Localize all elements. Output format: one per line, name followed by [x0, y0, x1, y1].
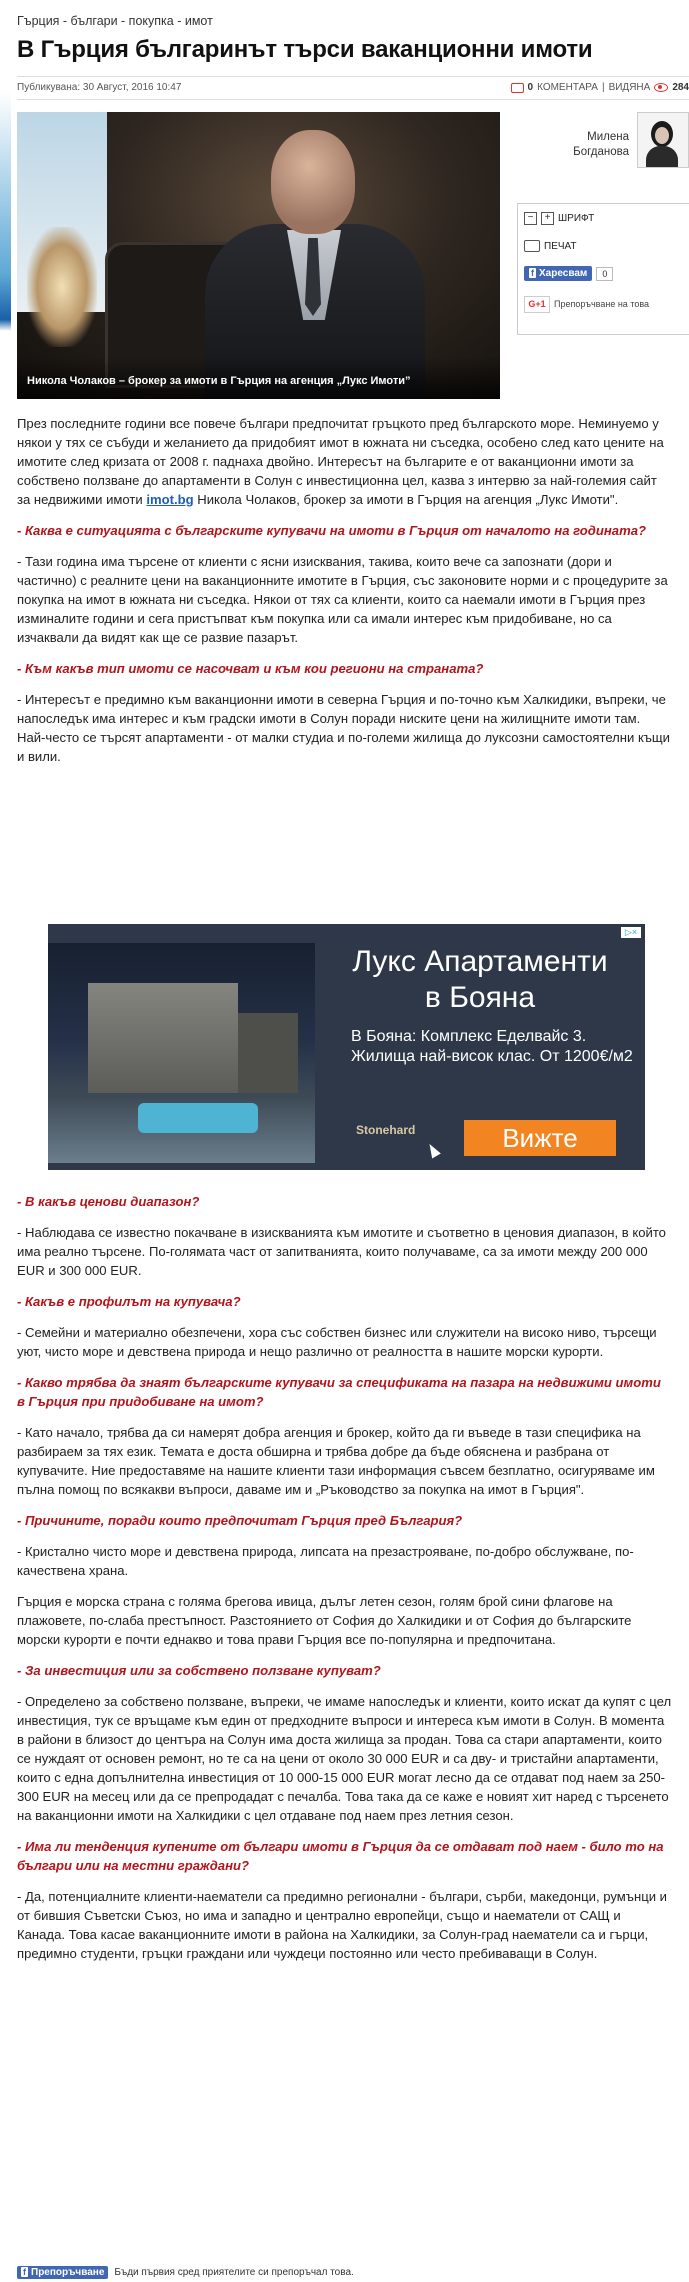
article-body-continued: [17, 1192, 672, 1975]
question-1: - Каква е ситуацията с българските купувачи на имоти в Гърция от началото на годината?: [17, 523, 646, 538]
question-7: - За инвестиция или за собствено ползване купуват?: [17, 1663, 381, 1678]
article-meta: [17, 76, 689, 100]
question-3: - В какъв ценови диапазон?: [17, 1194, 200, 1209]
answer-6-continued: Гърция е морска страна с голяма брегова ивица, дълъг летен сезон, голям брой сини флагове на плажовете, по-слаба престъпност. Разстоянието от София до Халкидики и от София до българските морски курорти е почти еднакво и това прави Гърция все по-популярна и предпочитана.: [17, 1594, 632, 1647]
facebook-like-count: 0: [596, 267, 613, 281]
ad-building: [88, 983, 238, 1093]
recommend-button-label: Препоръчване: [31, 2267, 105, 2278]
article-body: [17, 414, 672, 778]
question-4: - Какъв е профилът на купувача?: [17, 1294, 241, 1309]
question-2: - Към какъв тип имоти се насочват и към кои региони на страната?: [17, 661, 484, 676]
recommend-text: Бъди първия сред приятелите си препоръчал това.: [114, 2267, 354, 2278]
avatar-face: [655, 127, 669, 144]
ad-info-icon[interactable]: ▷×: [621, 927, 641, 938]
facebook-like: [524, 266, 613, 281]
facebook-like-button[interactable]: [524, 266, 592, 281]
meta-separator: |: [601, 82, 605, 93]
answer-6: - Кристално чисто море и девствена природа, липсата на презастрояване, по-добро обслужване, по-качествена храна.: [17, 1544, 634, 1578]
answer-1: - Тази година има търсене от клиенти с ясни изисквания, такива, които вече са запознати (дори и частично) с реалните цени на ваканционните имотите в Гърция, със законовите норми и с процедурите за покупка на имот в южната ни съседка. Някои от тях са клиенти, които са наемали имоти в Гърция през изминалите години и сега пристъпват към покупка или са имали интерес към придобиване, но са изчаквали да видят как ще се развие пазарът.: [17, 554, 668, 645]
author-box: [513, 112, 689, 164]
stats: [511, 82, 689, 93]
answer-8: - Да, потенциалните клиенти-наематели са предимно регионални - българи, сърби, македонци, румънци и от бившия Съветски Съюз, но има и западно и централно европейци, също и наематели от САЩ и Канада. Това касае ваканционните имоти в района на Халкидики, за Солун-град наематели са и гърци, предимно студенти, гръцки граждани или чуждеци постоянно или често пребиваващи в Солун.: [17, 1889, 667, 1961]
google-plus: [524, 296, 664, 313]
font-increase-button[interactable]: +: [541, 212, 554, 225]
facebook-icon: f: [531, 268, 534, 278]
answer-3: - Наблюдава се известно покачване в изискванията към имотите и съответно в ценовия диапазон, в който има реално търсене. По-голямата част от запитванията, които получаваме, са за имоти между 200 000 EUR и 300 000 EUR.: [17, 1225, 666, 1278]
ad-pool: [138, 1103, 258, 1133]
article-photo: [17, 112, 500, 399]
question-6: - Причините, поради които предпочитат Гърция пред България?: [17, 1513, 463, 1528]
recommend-footer: [17, 2266, 354, 2279]
breadcrumb[interactable]: Гърция - българи - покупка - имот: [17, 14, 213, 28]
published-date: Публикувана: 30 Август, 2016 10:47: [17, 82, 182, 93]
comments-count[interactable]: 0: [527, 82, 534, 93]
cursor-icon: [425, 1141, 441, 1158]
ad-cta-button[interactable]: Вижте: [464, 1120, 616, 1156]
font-decrease-button[interactable]: −: [524, 212, 537, 225]
font-size-control: [524, 212, 594, 225]
comments-label[interactable]: КОМЕНТАРА: [537, 82, 598, 93]
advertisement[interactable]: [48, 924, 645, 1170]
print-control[interactable]: [524, 240, 577, 252]
recommend-label: Препоръчване на това: [554, 299, 650, 309]
left-edge-banner: [0, 0, 11, 2282]
ad-headline[interactable]: [315, 944, 645, 1016]
facebook-like-label: Харесвам: [539, 268, 588, 279]
page-title: В Гърция българинът търси ваканционни имоти: [17, 36, 593, 63]
intro-text: През последните години все повече българи предпочитат гръцкото пред българското море. Неминуемо у някои у тях се събуди и желанието да придобият имот в южната ни съседка, особено след като цените на имотите след кризата от 2008 г. паднаха двойно. Интересът на българите е от ваканционни имоти за собствено ползване до апартаменти в Солун с инвестиционна цел, казва з интервю за най-големия сайт за недвижими имоти: [17, 416, 664, 507]
photo-caption-bar: [17, 357, 500, 399]
photo-caption: Никола Чолаков – брокер за имоти в Гърция на агенция „Лукс Имоти”: [27, 375, 411, 387]
ad-brand-logo[interactable]: Stonehard: [356, 1123, 416, 1137]
ad-building-2: [238, 1013, 298, 1093]
author-first-name[interactable]: Милена: [587, 131, 629, 143]
print-label[interactable]: ПЕЧАТ: [544, 240, 577, 252]
ad-image[interactable]: [48, 943, 315, 1163]
intro-text-end: Никола Чолаков, брокер за имоти в Гърция на агенция „Лукс Имоти".: [193, 492, 619, 507]
ad-subtext[interactable]: В Бояна: Комплекс Еделвайс 3. Жилища най-висок клас. От 1200€/м2: [351, 1028, 633, 1065]
avatar[interactable]: [637, 112, 689, 168]
facebook-icon: f: [23, 2267, 26, 2277]
views-label: ВИДЯНА: [608, 82, 651, 93]
imot-link[interactable]: imot.bg: [146, 492, 194, 507]
answer-4: - Семейни и материално обезпечени, хора със собствен бизнес или служители на високо ниво, търсещи уют, чисто море и девствена природа и нещо различно от реалността в нашите морски курорти.: [17, 1325, 657, 1359]
question-5: - Какво трябва да знаят българските купувачи за спецификата на пазара на недвижими имоти в Гърция при придобиване на имот?: [17, 1375, 661, 1409]
printer-icon[interactable]: [524, 240, 540, 252]
intro-paragraph: [17, 414, 672, 509]
question-8: - Има ли тенденция купените от българи имоти в Гърция да се отдават под наем - било то на българи или на местни граждани?: [17, 1839, 664, 1873]
answer-2: - Интересът е предимно към ваканционни имоти в северна Гърция и по-точно към Халкидики, въпреки, че напоследък има интерес и към градски имоти в Солун поради ниските цени на жилищните имоти там. Най-често се търсят апартаменти - от малки студиа и по-големи жилища до луксозни самостоятелни къщи и вили.: [17, 692, 670, 764]
comment-icon[interactable]: [511, 83, 524, 93]
eye-icon: [654, 83, 668, 92]
article-tools: [517, 203, 689, 335]
views-count: 284: [672, 82, 689, 93]
ad-headline-line2[interactable]: в Бояна: [424, 981, 536, 1014]
author-last-name[interactable]: Богданова: [573, 146, 629, 158]
google-plus-button[interactable]: G+1: [524, 296, 550, 313]
avatar-body: [646, 146, 678, 168]
answer-7: - Определено за собствено ползване, въпреки, че имаме напоследък и клиенти, които искат да купят с цел инвестиция, тук се връщаме към един от предходните въпроси и интереса към имоти в Солун. В момента в райони в близост до центъра на Солун има доста жилища за продан. Това са стари апартаменти, които се нуждаят от основен ремонт, но те са на цени от около 30 000 EUR и са дву- и тристайни апартаменти, които с една допълнителна инвестиция от 10 000-15 000 EUR могат лесно да се отдават под наем за 250-300 EUR на месец или да се препродадат с печалба. Това така да се каже е новият хит наред с търсенето на ваканционни имоти на Халкидики с цел отдаване под наем през летния сезон.: [17, 1694, 672, 1823]
photo-person-head: [271, 130, 355, 234]
photo-lamp: [27, 227, 97, 347]
font-label[interactable]: ШРИФТ: [558, 213, 595, 224]
author-name[interactable]: [573, 130, 629, 160]
answer-5: - Като начало, трябва да си намерят добра агенция и брокер, който да ги въведе в тази специфика на разбираем за тях език. Темата е доста обширна и трябва добре да бъде обяснена и разбрана от купувачите. Ние предоставяме на нашите клиенти тази информация съвсем безплатно, осигуряваме им пълна помощ по всякакви въпроси, даваме им и „Ръководство за покупка на имот в Гърция".: [17, 1425, 655, 1497]
ad-headline-line1[interactable]: Лукс Апартаменти: [352, 945, 608, 978]
facebook-recommend-button[interactable]: [17, 2266, 108, 2279]
